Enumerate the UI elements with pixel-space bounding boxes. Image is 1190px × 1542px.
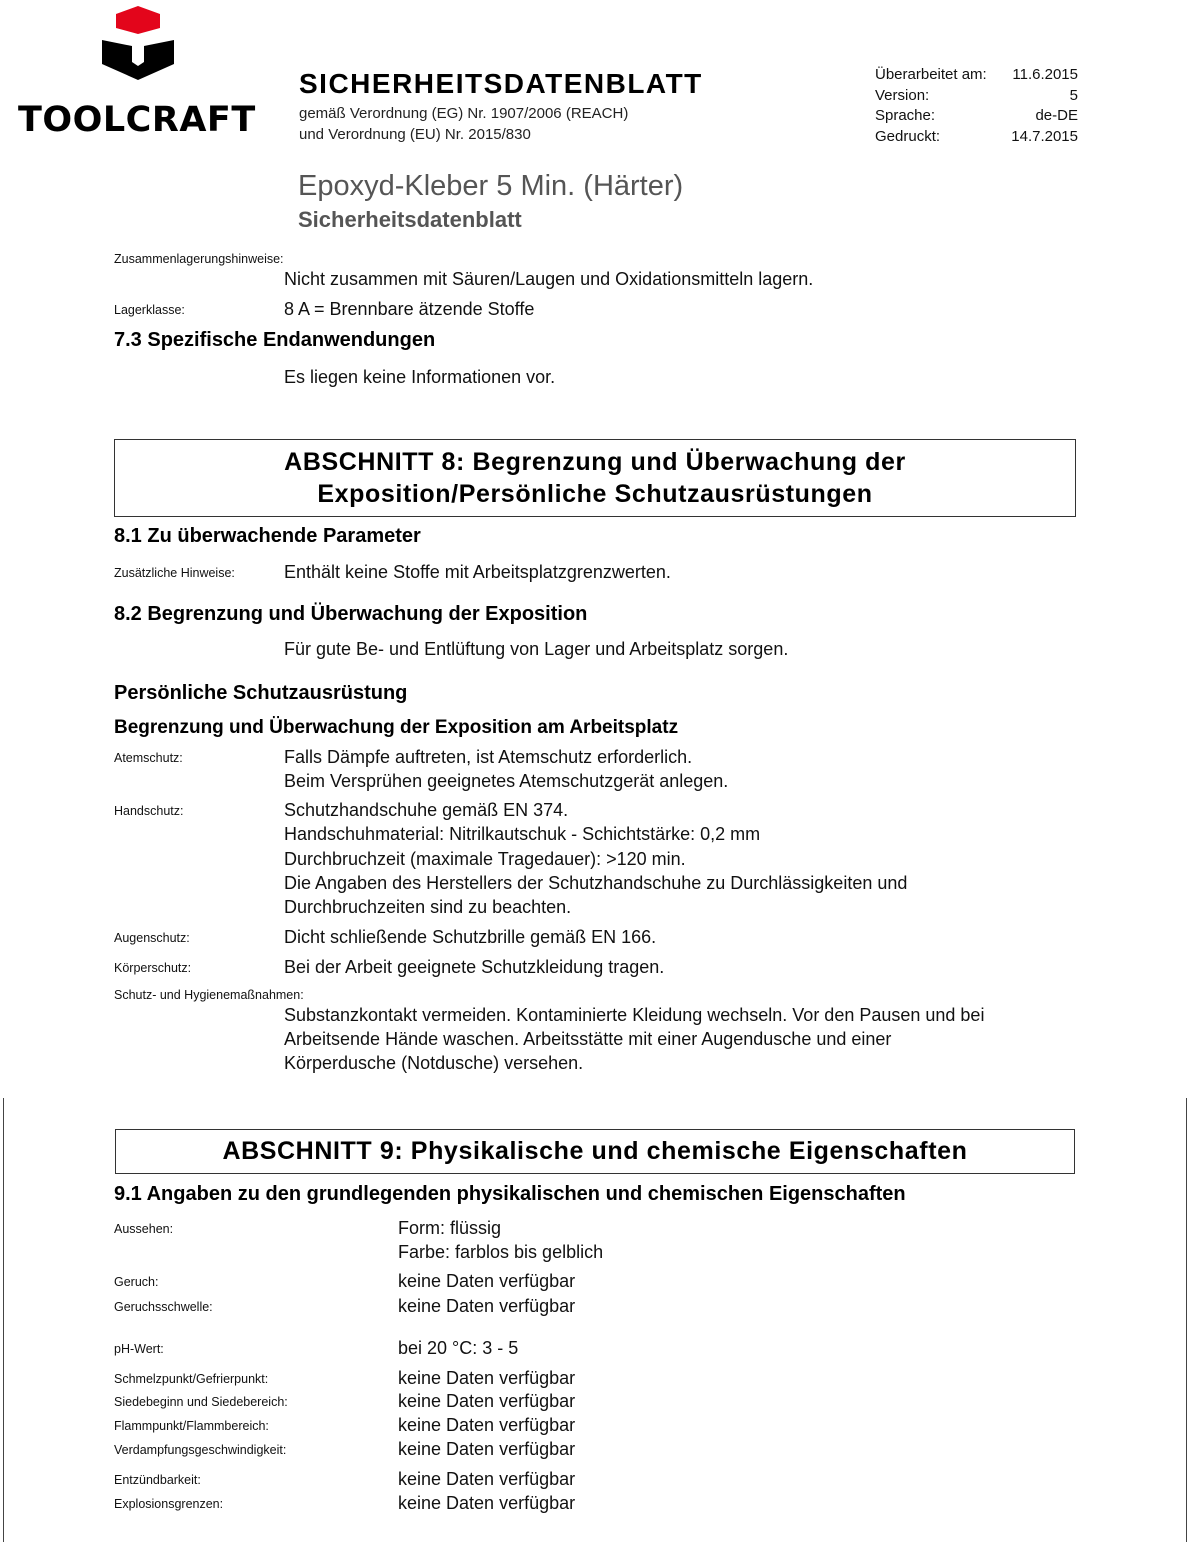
meta-value: de-DE [1035, 107, 1078, 124]
field-value: 8 A = Brennbare ätzende Stoffe [284, 299, 535, 319]
field-value: Es liegen keine Informationen vor. [284, 367, 556, 387]
property-label: Verdampfungsgeschwindigkeit: [114, 1443, 287, 1457]
section-title-line: ABSCHNITT 8: Begrenzung und Überwachung der [284, 448, 906, 476]
subsection-heading: Begrenzung und Überwachung der Exposition am Arbeitsplatz [114, 717, 679, 738]
regulation-line: und Verordnung (EU) Nr. 2015/830 [299, 126, 531, 143]
meta-value: 14.7.2015 [1011, 128, 1078, 145]
meta-label: Sprache: [875, 107, 936, 124]
section-9-title: ABSCHNITT 9: Physikalische und chemische Eigenschaften [115, 1129, 1075, 1174]
property-value: keine Daten verfügbar [398, 1271, 576, 1291]
field-label: Lagerklasse: [114, 303, 185, 317]
toolcraft-logo-icon [96, 6, 180, 80]
field-value: Falls Dämpfe auftreten, ist Atemschutz erforderlich. [284, 747, 693, 767]
field-label: Körperschutz: [114, 961, 192, 975]
property-value: keine Daten verfügbar [398, 1469, 576, 1489]
meta-label: Gedruckt: [875, 128, 941, 145]
property-label: Geruchsschwelle: [114, 1300, 213, 1314]
meta-value: 5 [1069, 87, 1078, 104]
subsection-heading: 7.3 Spezifische Endanwendungen [114, 329, 436, 351]
document-title: SICHERHEITSDATENBLATT [299, 68, 703, 99]
field-label: Schutz- und Hygienemaßnahmen: [114, 988, 304, 1002]
property-label: Geruch: [114, 1275, 159, 1289]
subsection-heading: 9.1 Angaben zu den grundlegenden physikalischen und chemischen Eigenschaften [114, 1183, 906, 1205]
product-name: Epoxyd-Kleber 5 Min. (Härter) [298, 170, 684, 202]
property-label: pH-Wert: [114, 1342, 164, 1356]
property-value: keine Daten verfügbar [398, 1439, 576, 1459]
field-value: Handschuhmaterial: Nitrilkautschuk - Schichtstärke: 0,2 mm [284, 824, 761, 844]
property-label: Siedebeginn und Siedebereich: [114, 1395, 288, 1409]
subsection-heading: Persönliche Schutzausrüstung [114, 682, 408, 704]
property-value: keine Daten verfügbar [398, 1296, 576, 1316]
property-label: Schmelzpunkt/Gefrierpunkt: [114, 1372, 269, 1386]
field-value: Bei der Arbeit geeignete Schutzkleidung tragen. [284, 957, 665, 977]
subsection-heading: 8.2 Begrenzung und Überwachung der Exposition [114, 603, 588, 625]
meta-value: 11.6.2015 [1012, 66, 1078, 83]
property-label: Aussehen: [114, 1222, 174, 1236]
field-value: Die Angaben des Herstellers der Schutzhandschuhe zu Durchlässigkeiten und [284, 873, 908, 893]
product-subtitle: Sicherheitsdatenblatt [298, 207, 522, 232]
property-label: Entzündbarkeit: [114, 1473, 201, 1487]
field-value: Nicht zusammen mit Säuren/Laugen und Oxidationsmitteln lagern. [284, 269, 814, 289]
field-label: Zusätzliche Hinweise: [114, 566, 235, 580]
brand-name: TOOLCRAFT [18, 100, 256, 140]
field-value: Enthält keine Stoffe mit Arbeitsplatzgrenzwerten. [284, 562, 671, 582]
property-value: Form: flüssig [398, 1218, 502, 1238]
property-label: Explosionsgrenzen: [114, 1497, 224, 1511]
section-8-title [114, 439, 1076, 517]
meta-label: Überarbeitet am: [875, 66, 987, 83]
meta-label: Version: [875, 87, 930, 104]
page-edge-line [3, 1098, 4, 1542]
property-value: keine Daten verfügbar [398, 1391, 576, 1411]
field-value: Durchbruchzeit (maximale Tragedauer): >120 min. [284, 849, 686, 869]
field-label: Atemschutz: [114, 751, 183, 765]
field-value: Durchbruchzeiten sind zu beachten. [284, 897, 572, 917]
field-value: Arbeitsende Hände waschen. Arbeitsstätte mit einer Augendusche und einer [284, 1029, 892, 1049]
property-value: bei 20 °C: 3 - 5 [398, 1338, 519, 1358]
property-label: Flammpunkt/Flammbereich: [114, 1419, 269, 1433]
field-value: Schutzhandschuhe gemäß EN 374. [284, 800, 569, 820]
field-value: Beim Versprühen geeignetes Atemschutzgerät anlegen. [284, 771, 729, 791]
field-value: Dicht schließende Schutzbrille gemäß EN 166. [284, 927, 657, 947]
property-value: Farbe: farblos bis gelblich [398, 1242, 604, 1262]
field-label: Handschutz: [114, 804, 184, 818]
field-value: Für gute Be- und Entlüftung von Lager und Arbeitsplatz sorgen. [284, 639, 789, 659]
subsection-heading: 8.1 Zu überwachende Parameter [114, 525, 421, 547]
field-label: Zusammenlagerungshinweise: [114, 252, 284, 266]
field-value: Substanzkontakt vermeiden. Kontaminierte Kleidung wechseln. Vor den Pausen und bei [284, 1005, 985, 1025]
field-value: Körperdusche (Notdusche) versehen. [284, 1053, 584, 1073]
property-value: keine Daten verfügbar [398, 1415, 576, 1435]
section-title-line: Exposition/Persönliche Schutzausrüstungen [317, 480, 873, 508]
page-edge-line [1186, 1098, 1187, 1542]
field-label: Augenschutz: [114, 931, 190, 945]
regulation-line: gemäß Verordnung (EG) Nr. 1907/2006 (REACH) [299, 105, 629, 122]
property-value: keine Daten verfügbar [398, 1493, 576, 1513]
property-value: keine Daten verfügbar [398, 1368, 576, 1388]
